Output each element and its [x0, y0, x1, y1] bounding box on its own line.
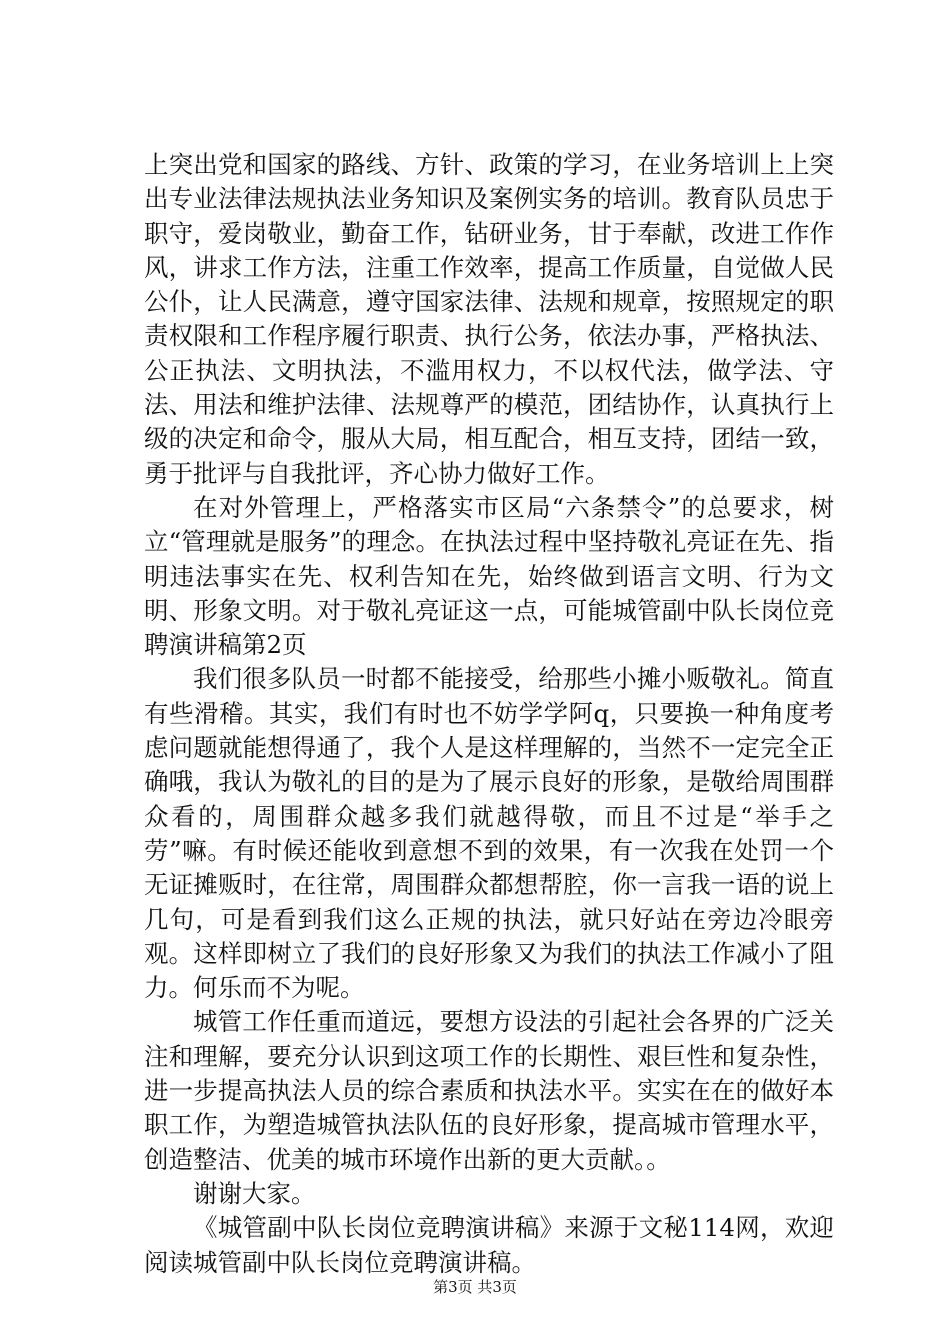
paragraph-1: 上突出党和国家的路线、方针、政策的学习，在业务培训上上突出专业法律法规执法业务知识及案例实务的培训。教育队员忠于职守，爱岗敬业，勤奋工作，钻研业务，甘于奉献，改进工作作风，讲求工作方法，注重工作效率，提高工作质量，自觉做人民公仆，让人民满意，遵守国家法律、法规和规章，按照规定的职责权限和工作程序履行职责、执行公务，依法办事，严格执法、公正执法、文明执法，不滥用权力，不以权代法，做学法、守法、用法和维护法律、法规尊严的模范，团结协作，认真执行上级的决定和命令，服从大局，相互配合，相互支持，团结一致，勇于批评与自我批评，齐心协力做好工作。: [144, 150, 834, 488]
page-number-footer: 第3页 共3页: [433, 1278, 517, 1296]
paragraph-3: 我们很多队员一时都不能接受，给那些小摊小贩敬礼。简直有些滑稽。其实，我们有时也不妨学学阿q，只要换一种角度考虑问题就能想得通了，我个人是这样理解的，当然不一定完全正确哦，我认为敬礼的目的是为了展示良好的形象，是敬给周围群众看的，周围群众越多我们就越得敬，而且不过是“举手之劳”嘛。有时候还能收到意想不到的效果，有一次我在处罚一个无证摊贩时，在往常，周围群众都想帮腔，你一言我一语的说上几句，可是看到我们这么正规的执法，就只好站在旁边冷眼旁观。这样即树立了我们的良好形象又为我们的执法工作减小了阻力。何乐而不为呢。: [144, 664, 834, 1003]
paragraph-2: 在对外管理上，严格落实市区局“六条禁令”的总要求，树立“管理就是服务”的理念。在执法过程中坚持敬礼亮证在先、指明违法事实在先、权利告知在先，始终做到语言文明、行为文明、形象文明。对于敬礼亮证这一点，可能城管副中队长岗位竞聘演讲稿第2页: [144, 492, 834, 660]
paragraph-5: 谢谢大家。: [193, 1178, 316, 1208]
document-body: [144, 148, 834, 1280]
paragraph-4: 城管工作任重而道远，要想方设法的引起社会各界的广泛关注和理解，要充分认识到这项工作的长期性、艰巨性和复杂性，进一步提高执法人员的综合素质和执法水平。实实在在的做好本职工作，为塑造城管执法队伍的良好形象，提高城市管理水平，创造整洁、优美的城市环境作出新的更大贡献。。: [144, 1007, 834, 1174]
paragraph-6: 《城管副中队长岗位竞聘演讲稿》来源于文秘114网，欢迎阅读城管副中队长岗位竞聘演讲稿。: [144, 1213, 834, 1277]
